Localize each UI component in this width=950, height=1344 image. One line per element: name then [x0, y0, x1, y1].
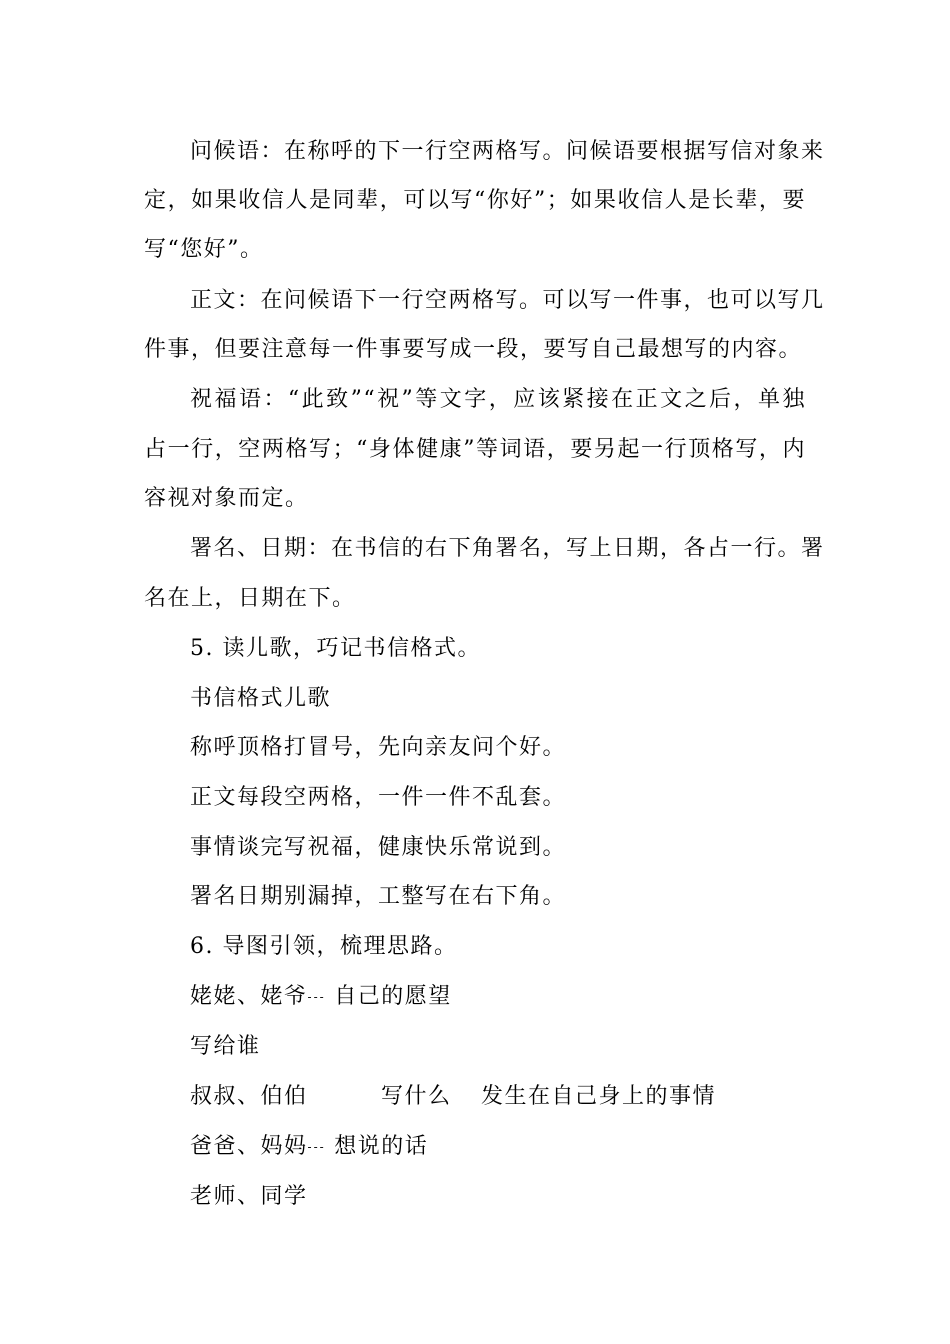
song-line-2: 正文每段空两格，一件一件不乱套。 — [190, 785, 567, 810]
map-what-label: 写什么 — [381, 1084, 452, 1109]
song-title: 书信格式儿歌 — [190, 686, 332, 711]
map-recipient-teachers: 老师、同学 — [190, 1184, 308, 1209]
blessing-line-1: 祝福语：“此致”“祝”等文字，应该紧接在正文之后，单独 — [190, 387, 806, 412]
map-recipient-grandparents: 姥姥、姥爷 — [190, 984, 308, 1009]
greeting-line-3: 写“您好”。 — [144, 237, 264, 262]
blessing-line-3: 容视对象而定。 — [144, 486, 309, 511]
map-who-label: 写给谁 — [190, 1034, 261, 1059]
map-connector: --- — [307, 1140, 326, 1154]
blessing-line-2: 占一行，空两格写；“身体健康”等词语，要另起一行顶格写，内 — [144, 437, 806, 462]
map-row-1 — [190, 983, 452, 1011]
map-connector: --- — [307, 990, 326, 1004]
map-row-4 — [190, 1133, 428, 1161]
map-content-words: 想说的话 — [334, 1134, 429, 1159]
map-content-events: 发生在自己身上的事情 — [481, 1084, 717, 1109]
song-line-3: 事情谈完写祝福，健康快乐常说到。 — [190, 835, 567, 860]
body-line-2: 件事，但要注意每一件事要写成一段，要写自己最想写的内容。 — [144, 337, 803, 362]
greeting-line-1: 问候语：在称呼的下一行空两格写。问候语要根据写信对象来 — [190, 139, 825, 164]
body-line-1: 正文：在问候语下一行空两格写。可以写一件事，也可以写几 — [190, 288, 825, 313]
item6-heading: 6. 导图引领，梳理思路。 — [190, 934, 458, 959]
map-recipient-parents: 爸爸、妈妈 — [190, 1134, 308, 1159]
map-content-wishes: 自己的愿望 — [334, 984, 452, 1009]
item5-heading: 5. 读儿歌，巧记书信格式。 — [190, 636, 481, 661]
signature-line-2: 名在上，日期在下。 — [144, 586, 356, 611]
song-line-1: 称呼顶格打冒号，先向亲友问个好。 — [190, 735, 567, 760]
map-recipient-uncles: 叔叔、伯伯 — [190, 1084, 308, 1109]
greeting-line-2: 定，如果收信人是同辈，可以写“你好”；如果收信人是长辈，要 — [144, 188, 806, 213]
song-line-4: 署名日期别漏掉，工整写在右下角。 — [190, 884, 567, 909]
signature-line-1: 署名、日期：在书信的右下角署名，写上日期，各占一行。署 — [190, 536, 825, 561]
